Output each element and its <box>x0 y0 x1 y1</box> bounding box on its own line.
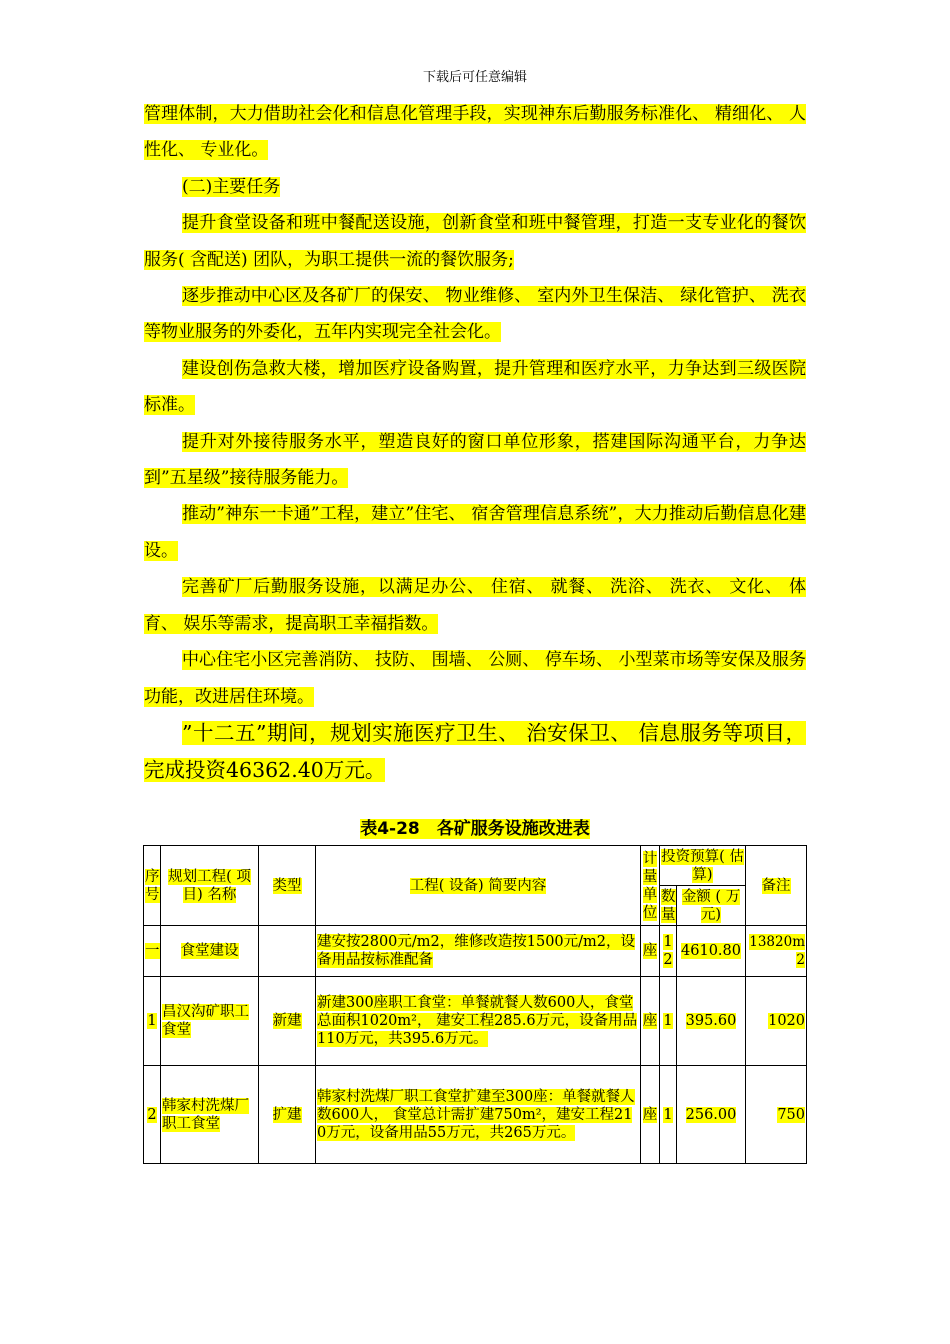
header-budget: 投资预算( 估算) <box>660 846 746 886</box>
body-text <box>144 96 806 789</box>
table-row <box>144 926 807 977</box>
paragraph-investment: ”十二五”期间，规划实施医疗卫生、 治安保卫、 信息服务等项目，完成投资46362.40万元。 <box>144 720 806 782</box>
cell-qty: 1 <box>660 977 677 1066</box>
cell-project: 韩家村洗煤厂职工食堂 <box>161 1066 259 1164</box>
paragraph-one-card: 推动”神东一卡通”工程，建立”住宅、 宿舍管理信息系统”，大力推动后勤信息化建设。 <box>144 504 806 561</box>
cell-content: 韩家村洗煤厂职工食堂扩建至300座：单餐就餐人数600人， 食堂总计需扩建750m²，建安工程210万元，设备用品55万元，共265万元。 <box>316 1066 641 1164</box>
cell-content: 新建300座职工食堂：单餐就餐人数600人，食堂总面积1020m²， 建安工程285.6万元，设备用品110万元，共395.6万元。 <box>316 977 641 1066</box>
header-content: 工程( 设备) 简要内容 <box>316 846 641 926</box>
paragraph-residential: 中心住宅小区完善消防、 技防、 围墙、 公厕、 停车场、 小型菜市场等安保及服务功能，改进居住环境。 <box>144 650 806 707</box>
paragraph-hospital: 建设创伤急救大楼，增加医疗设备购置，提升管理和医疗水平，力争达到三级医院标准。 <box>144 358 806 416</box>
cell-amount: 256.00 <box>677 1066 746 1164</box>
cell-type: 新建 <box>259 977 316 1066</box>
cell-amount: 395.60 <box>677 977 746 1066</box>
cell-type: 扩建 <box>259 1066 316 1164</box>
cell-qty: 12 <box>660 926 677 977</box>
paragraph-reception: 提升对外接待服务水平，塑造良好的窗口单位形象，搭建国际沟通平台，力争达到”五星级”接待服务能力。 <box>144 431 806 489</box>
page-header: 下载后可任意编辑 <box>422 70 527 85</box>
cell-remark: 750 <box>746 1066 807 1164</box>
cell-seq: 1 <box>144 977 161 1066</box>
cell-content: 建安按2800元/m2，维修改造按1500元/m2，设备用品按标准配备 <box>316 926 641 977</box>
table-row <box>144 1066 807 1164</box>
header-remark: 备注 <box>746 846 807 926</box>
facilities-table <box>143 845 807 1164</box>
cell-remark: 13820m2 <box>746 926 807 977</box>
header-type: 类型 <box>259 846 316 926</box>
paragraph-canteen: 提升食堂设备和班中餐配送设施，创新食堂和班中餐管理，打造一支专业化的餐饮服务( 含配送) 团队，为职工提供一流的餐饮服务; <box>144 213 806 270</box>
cell-project: 食堂建设 <box>161 926 259 977</box>
cell-unit: 座 <box>641 926 660 977</box>
cell-seq: 2 <box>144 1066 161 1164</box>
paragraph-property-services: 逐步推动中心区及各矿厂的保安、 物业维修、 室内外卫生保洁、 绿化管护、 洗衣等物业服务的外委化，五年内实现完全社会化。 <box>144 286 806 343</box>
cell-unit: 座 <box>641 1066 660 1164</box>
cell-seq: 一 <box>144 926 161 977</box>
header-qty: 数量 <box>660 886 677 926</box>
cell-type <box>259 926 316 977</box>
cell-unit: 座 <box>641 977 660 1066</box>
table-row <box>144 977 807 1066</box>
header-seq: 序号 <box>144 846 161 926</box>
header-unit: 计量单位 <box>641 846 660 926</box>
paragraph-facilities: 完善矿厂后勤服务设施，以满足办公、 住宿、 就餐、 洗浴、 洗衣、 文化、 体育、 娱乐等需求，提高职工幸福指数。 <box>144 577 806 634</box>
section-heading-main-tasks: (二)主要任务 <box>182 176 281 197</box>
header-project: 规划工程( 项目) 名称 <box>161 846 259 926</box>
paragraph-management: 管理体制，大力借助社会化和信息化管理手段，实现神东后勤服务标准化、 精细化、 人性化、 专业化。 <box>144 104 806 161</box>
cell-qty: 1 <box>660 1066 677 1164</box>
cell-remark: 1020 <box>746 977 807 1066</box>
cell-project: 昌汉沟矿职工食堂 <box>161 977 259 1066</box>
cell-amount: 4610.80 <box>677 926 746 977</box>
table-caption: 表4-28 各矿服务设施改进表 <box>360 819 590 839</box>
table-header-row <box>144 846 807 886</box>
header-amount: 金额 ( 万元) <box>677 886 746 926</box>
